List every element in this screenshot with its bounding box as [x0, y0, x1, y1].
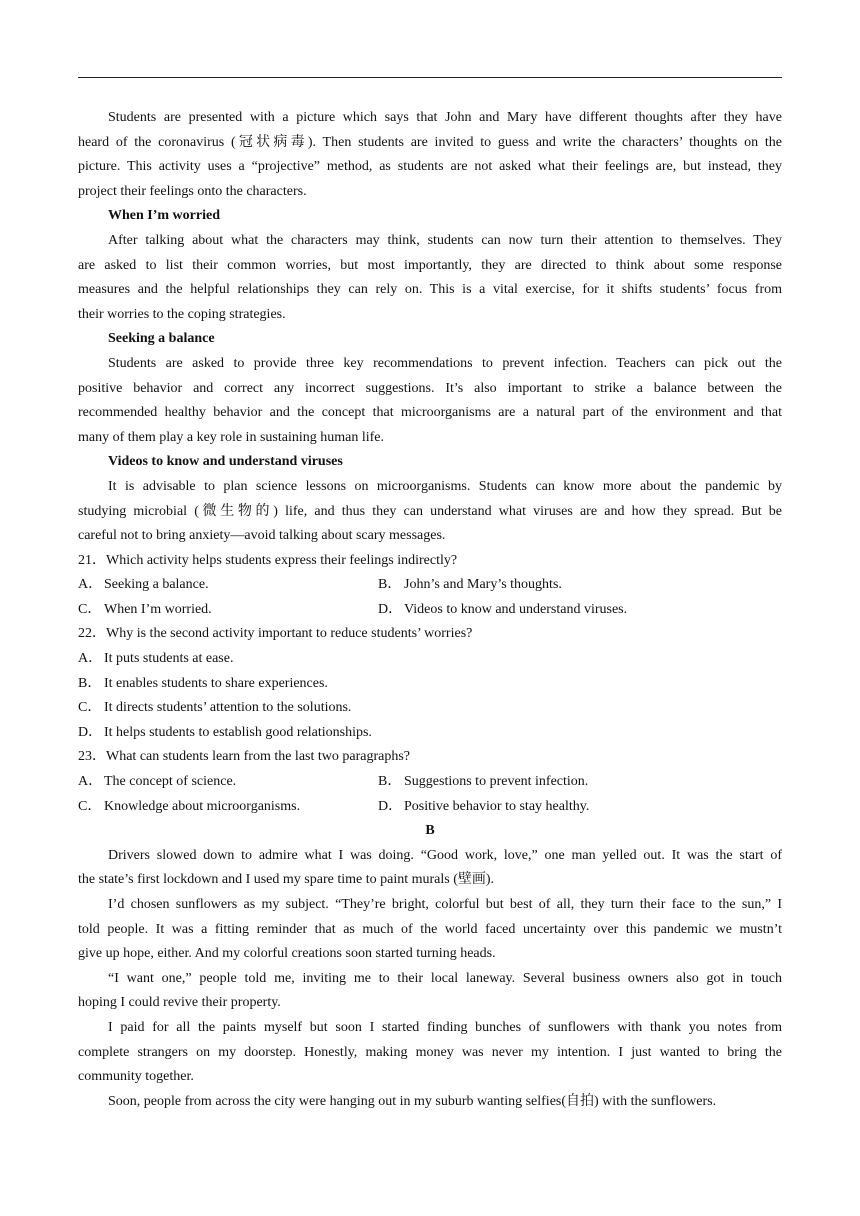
- option-c: C． Knowledge about microorganisms.: [78, 798, 301, 814]
- paragraph-line: many of them play a key role in sustaining human life.: [78, 429, 384, 445]
- paragraph-line: picture. This activity uses a “projective” method, as students are not asked what their feelings are, but instead, they: [78, 159, 782, 175]
- question-stem: 21．Which activity helps students express their feelings indirectly?: [78, 552, 458, 568]
- paragraph-line: “I want one,” people told me, inviting me to their local laneway. Several business owners also got in touch: [108, 970, 782, 986]
- paragraph-line: complete strangers on my doorstep. Honestly, making money was never my intention. I just wanted to bring the: [78, 1044, 782, 1060]
- paragraph-line: Students are asked to provide three key recommendations to prevent infection. Teachers can pick out the: [108, 355, 782, 371]
- paragraph-line: recommended healthy behavior and the concept that microorganisms are a natural part of the environment and that: [78, 405, 782, 421]
- paragraph-line: project their feelings onto the characters.: [78, 183, 307, 199]
- option-b: B． Suggestions to prevent infection.: [378, 774, 589, 790]
- section-heading: When I’m worried: [108, 208, 220, 224]
- option-c: C． When I’m worried.: [78, 601, 212, 617]
- paragraph-line: their worries to the coping strategies.: [78, 306, 286, 322]
- paragraph-line: careful not to bring anxiety—avoid talking about scary messages.: [78, 528, 446, 544]
- option-row: [78, 573, 782, 598]
- option-c: C． It directs students’ attention to the solutions.: [78, 700, 352, 716]
- paragraph-line: hoping I could revive their property.: [78, 995, 281, 1011]
- paragraph-line: are asked to list their common worries, but most importantly, they are directed to think about some response: [78, 257, 782, 273]
- paragraph-line: positive behavior and correct any incorrect suggestions. It’s also important to strike a balance between the: [78, 380, 782, 396]
- paragraph-line: heard of the coronavirus (冠状病毒). Then students are invited to guess and write the characters’ thoughts on the: [78, 134, 782, 150]
- option-b: B． John’s and Mary’s thoughts.: [378, 577, 562, 593]
- question-stem: 23．What can students learn from the last two paragraphs?: [78, 749, 411, 765]
- header-rule: [78, 77, 782, 78]
- option-row: [78, 770, 782, 795]
- option-d: D． Positive behavior to stay healthy.: [378, 798, 590, 814]
- option-a: A． The concept of science.: [78, 774, 237, 790]
- question-stem: 22．Why is the second activity important to reduce students’ worries?: [78, 626, 473, 642]
- paragraph-line: I paid for all the paints myself but soon I started finding bunches of sunflowers with thank you notes from: [108, 1019, 782, 1035]
- option-d: D． It helps students to establish good relationships.: [78, 724, 372, 740]
- paragraph-line: I’d chosen sunflowers as my subject. “They’re bright, colorful but best of all, they turn their face to the sun,” I: [108, 897, 782, 912]
- paragraph-line: After talking about what the characters may think, students can now turn their attention to themselves. They: [108, 232, 782, 248]
- paragraph-line: give up hope, either. And my colorful creations soon started turning heads.: [78, 946, 496, 962]
- paragraph-line: Students are presented with a picture which says that John and Mary have different thoughts after they have: [108, 110, 782, 125]
- paragraph-line: Soon, people from across the city were hanging out in my suburb wanting selfies(自拍) with the sunflowers.: [108, 1093, 717, 1109]
- paragraph-line: It is advisable to plan science lessons on microorganisms. Students can know more about the pandemic by: [108, 478, 782, 494]
- paragraph-line: Drivers slowed down to admire what I was doing. “Good work, love,” one man yelled out. It was the start of: [108, 847, 782, 863]
- option-a: A． It puts students at ease.: [78, 651, 234, 667]
- document-body: [78, 106, 782, 1114]
- option-a: A． Seeking a balance.: [78, 577, 209, 593]
- passage-title: B: [425, 823, 435, 839]
- paragraph-line: community together.: [78, 1069, 194, 1085]
- paragraph-line: told people. It was a fitting reminder that as much of the world faced uncertainty over this pandemic we mustn’t: [78, 921, 782, 937]
- paragraph-line: measures and the helpful relationships they can rely on. This is a vital exercise, for it shifts students’ focus from: [78, 282, 782, 298]
- paragraph-line: the state’s first lockdown and I used my spare time to paint murals (壁画).: [78, 872, 495, 888]
- option-d: D． Videos to know and understand viruses.: [378, 601, 628, 617]
- option-b: B． It enables students to share experiences.: [78, 675, 328, 691]
- option-row: [78, 795, 782, 820]
- section-heading: Seeking a balance: [108, 331, 215, 347]
- paragraph-line: studying microbial (微生物的) life, and thus they can understand what viruses are and how they spread. But be: [78, 503, 782, 519]
- option-row: [78, 598, 782, 623]
- section-heading: Videos to know and understand viruses: [108, 454, 343, 470]
